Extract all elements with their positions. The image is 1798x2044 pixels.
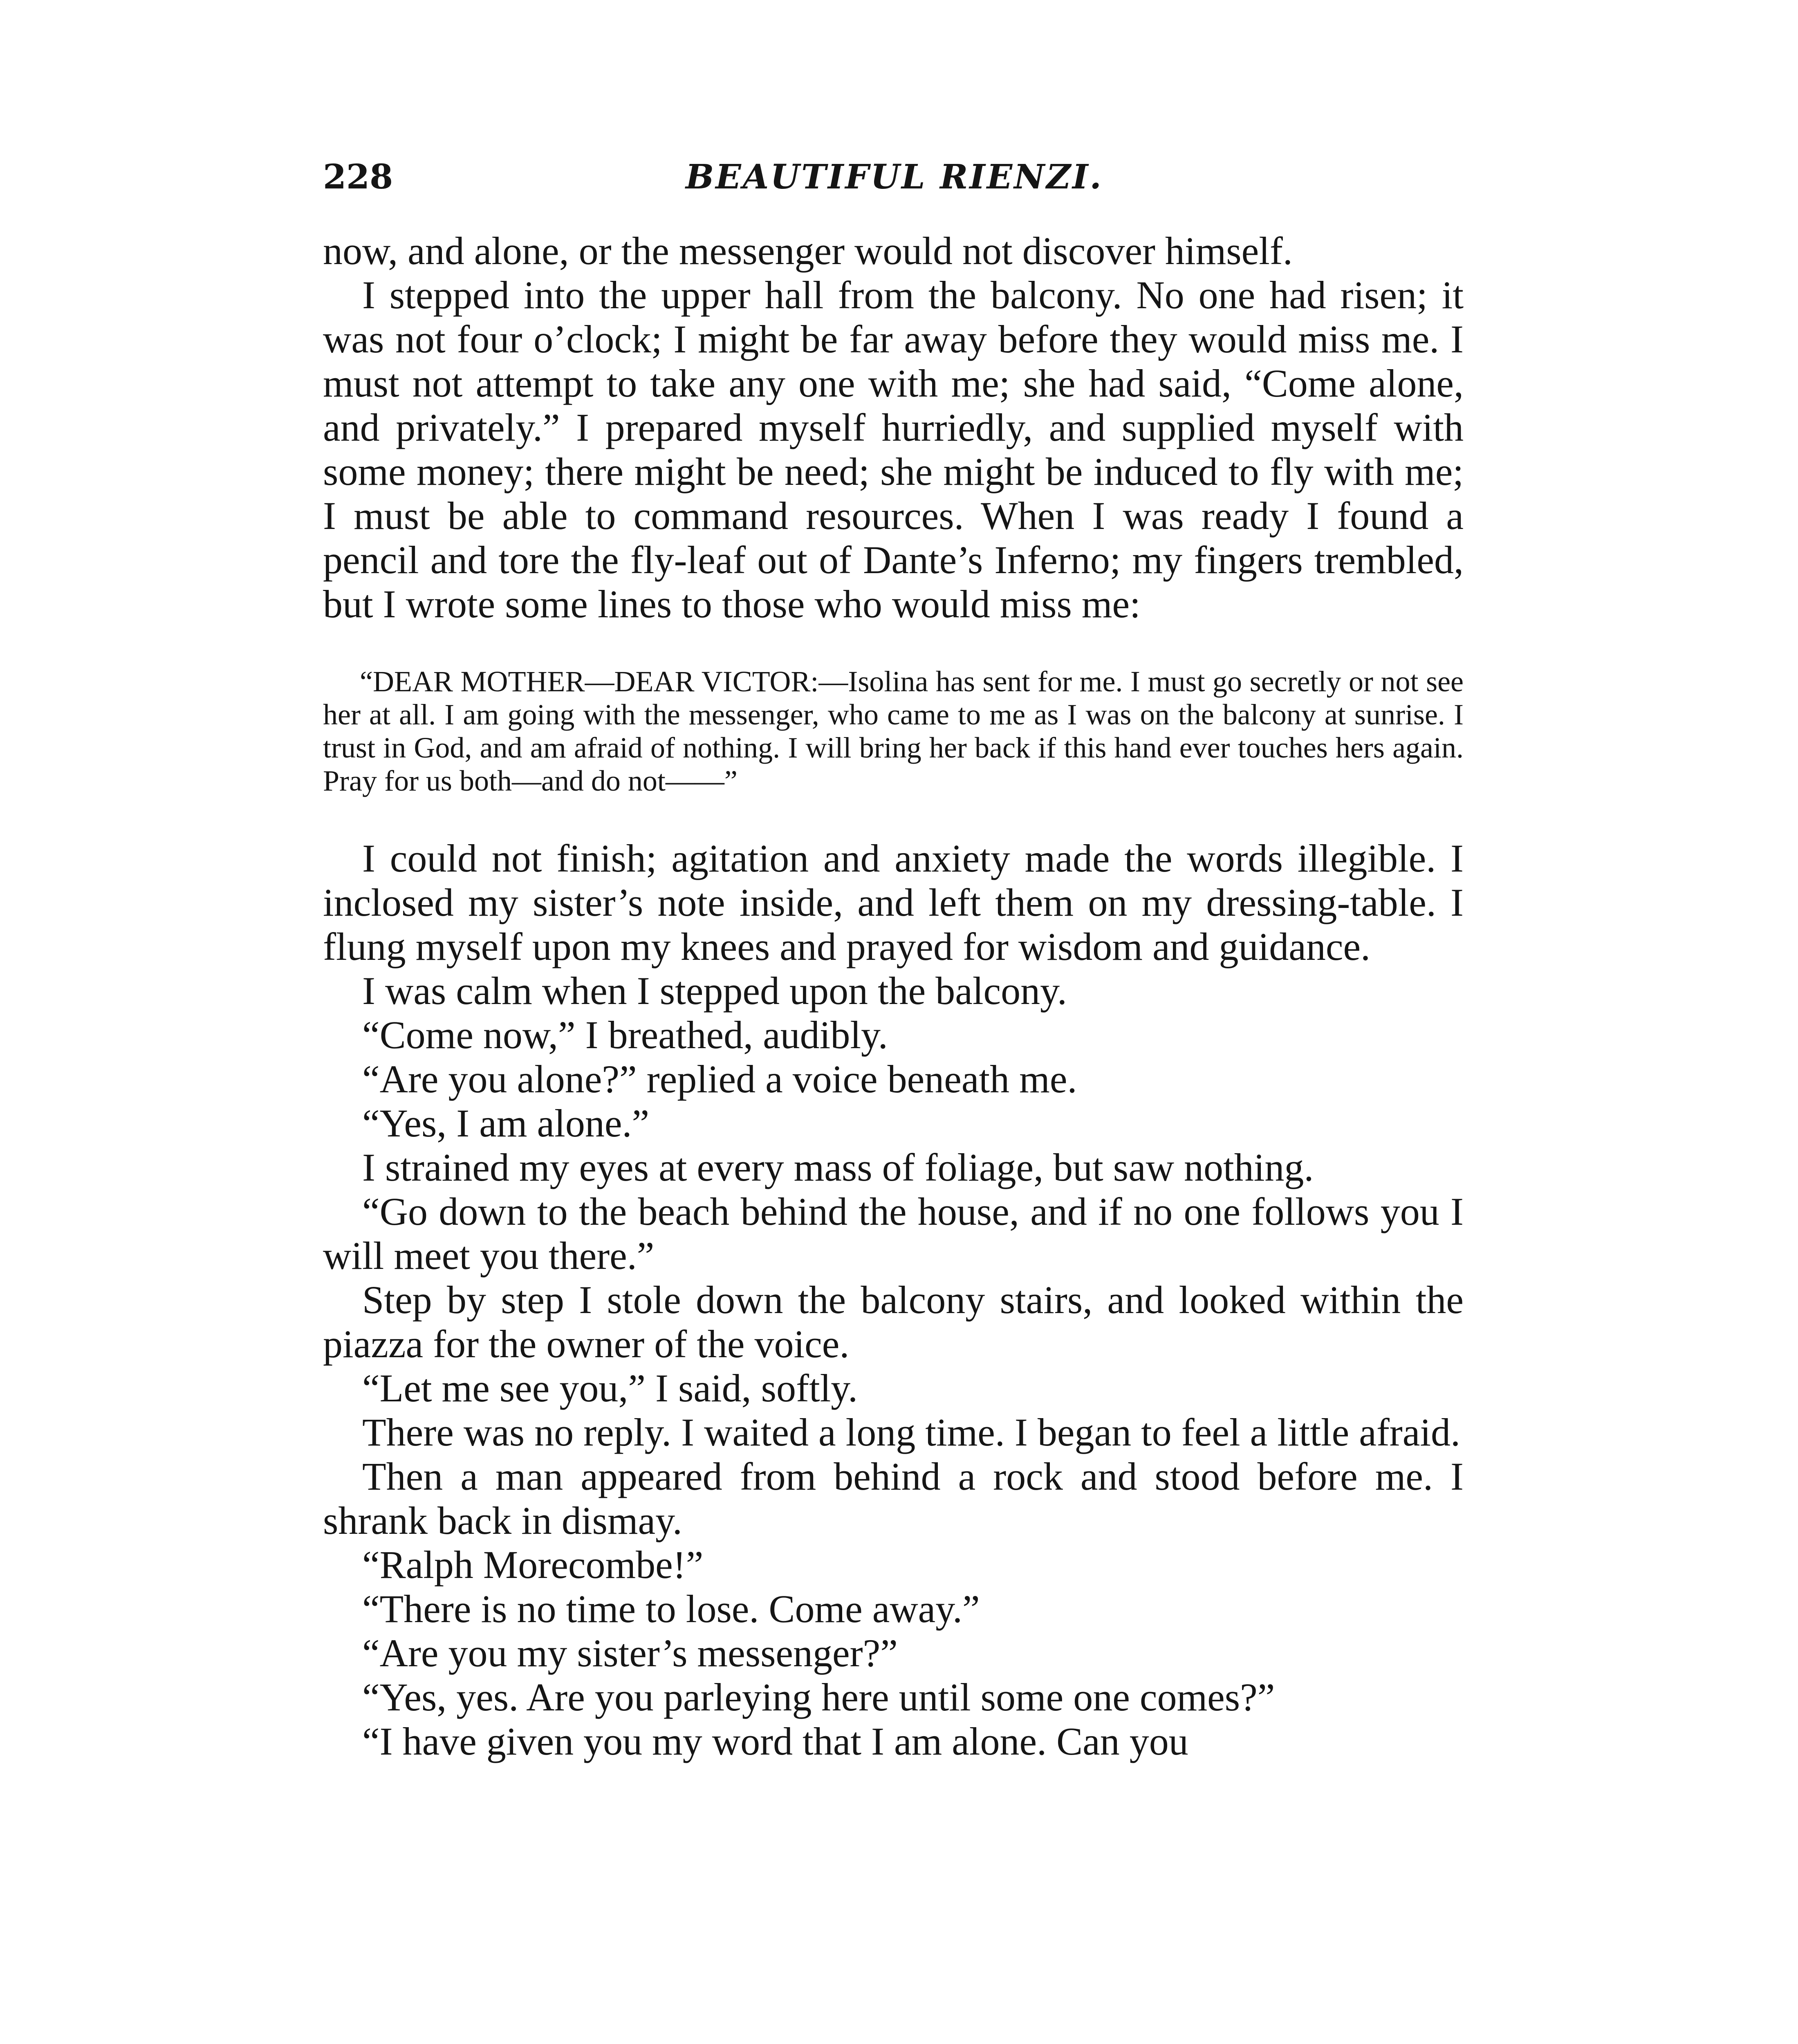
page-header	[323, 157, 1466, 202]
paragraph: Then a man appeared from behind a rock and stood before me. I shrank back in dismay.	[323, 1455, 1464, 1542]
paragraph: I could not finish; agitation and anxiety made the words illegible. I inclosed my sister’s note inside, and left them on my dressing-table. I flung myself upon my knees and prayed for wisdom and guidance.	[323, 836, 1464, 968]
dialogue-line: “There is no time to lose. Come away.”	[362, 1587, 980, 1631]
running-head: BEAUTIFUL RIENZI.	[686, 157, 1103, 197]
dialogue-line: “Yes, I am alone.”	[362, 1101, 650, 1145]
body-text	[323, 229, 1464, 1764]
letter-quote: “DEAR MOTHER—DEAR VICTOR:—Isolina has sent for me. I must go secretly or not see her at all. I am going with the messenger, who came to me as I was on the balcony at sunrise. I trust in God, and am afraid of nothing. I will bring her back if this hand ever touches hers again. Pray for us both—and do not——”	[323, 665, 1464, 797]
dialogue-line: “Let me see you,” I said, softly.	[362, 1366, 858, 1410]
dialogue-line: “Yes, yes. Are you parleying here until some one comes?”	[362, 1675, 1275, 1719]
page-number: 228	[323, 157, 393, 197]
dialogue-line: “Go down to the beach behind the house, and if no one follows you I will meet you there.”	[323, 1190, 1464, 1278]
paragraph: Step by step I stole down the balcony stairs, and looked within the piazza for the owner of the voice.	[323, 1278, 1464, 1366]
dialogue-line: “I have given you my word that I am alone. Can you	[362, 1719, 1188, 1763]
dialogue-line: “Ralph Morecombe!”	[362, 1543, 704, 1587]
dialogue-line: “Are you my sister’s messenger?”	[362, 1631, 898, 1675]
paragraph: There was no reply. I waited a long time. I began to feel a little afraid.	[362, 1410, 1461, 1454]
dialogue-line: “Are you alone?” replied a voice beneath me.	[362, 1057, 1077, 1101]
dialogue-line: “Come now,” I breathed, audibly.	[362, 1013, 888, 1057]
paragraph: I stepped into the upper hall from the balcony. No one had risen; it was not four o’clock; I might be far away before they would miss me. I must not attempt to take any one with me; she had said, “Come alone, and privately.” I prepared myself hurriedly, and supplied myself with some money; there might be need; she might be induced to fly with me; I must be able to command resources. When I was ready I found a pencil and tore the fly-leaf out of Dante’s Inferno; my fingers trembled, but I wrote some lines to those who would miss me:	[323, 273, 1464, 626]
paragraph: now, and alone, or the messenger would not discover himself.	[323, 229, 1293, 273]
paragraph: I strained my eyes at every mass of foliage, but saw nothing.	[362, 1145, 1314, 1189]
paragraph: I was calm when I stepped upon the balcony.	[362, 969, 1067, 1013]
